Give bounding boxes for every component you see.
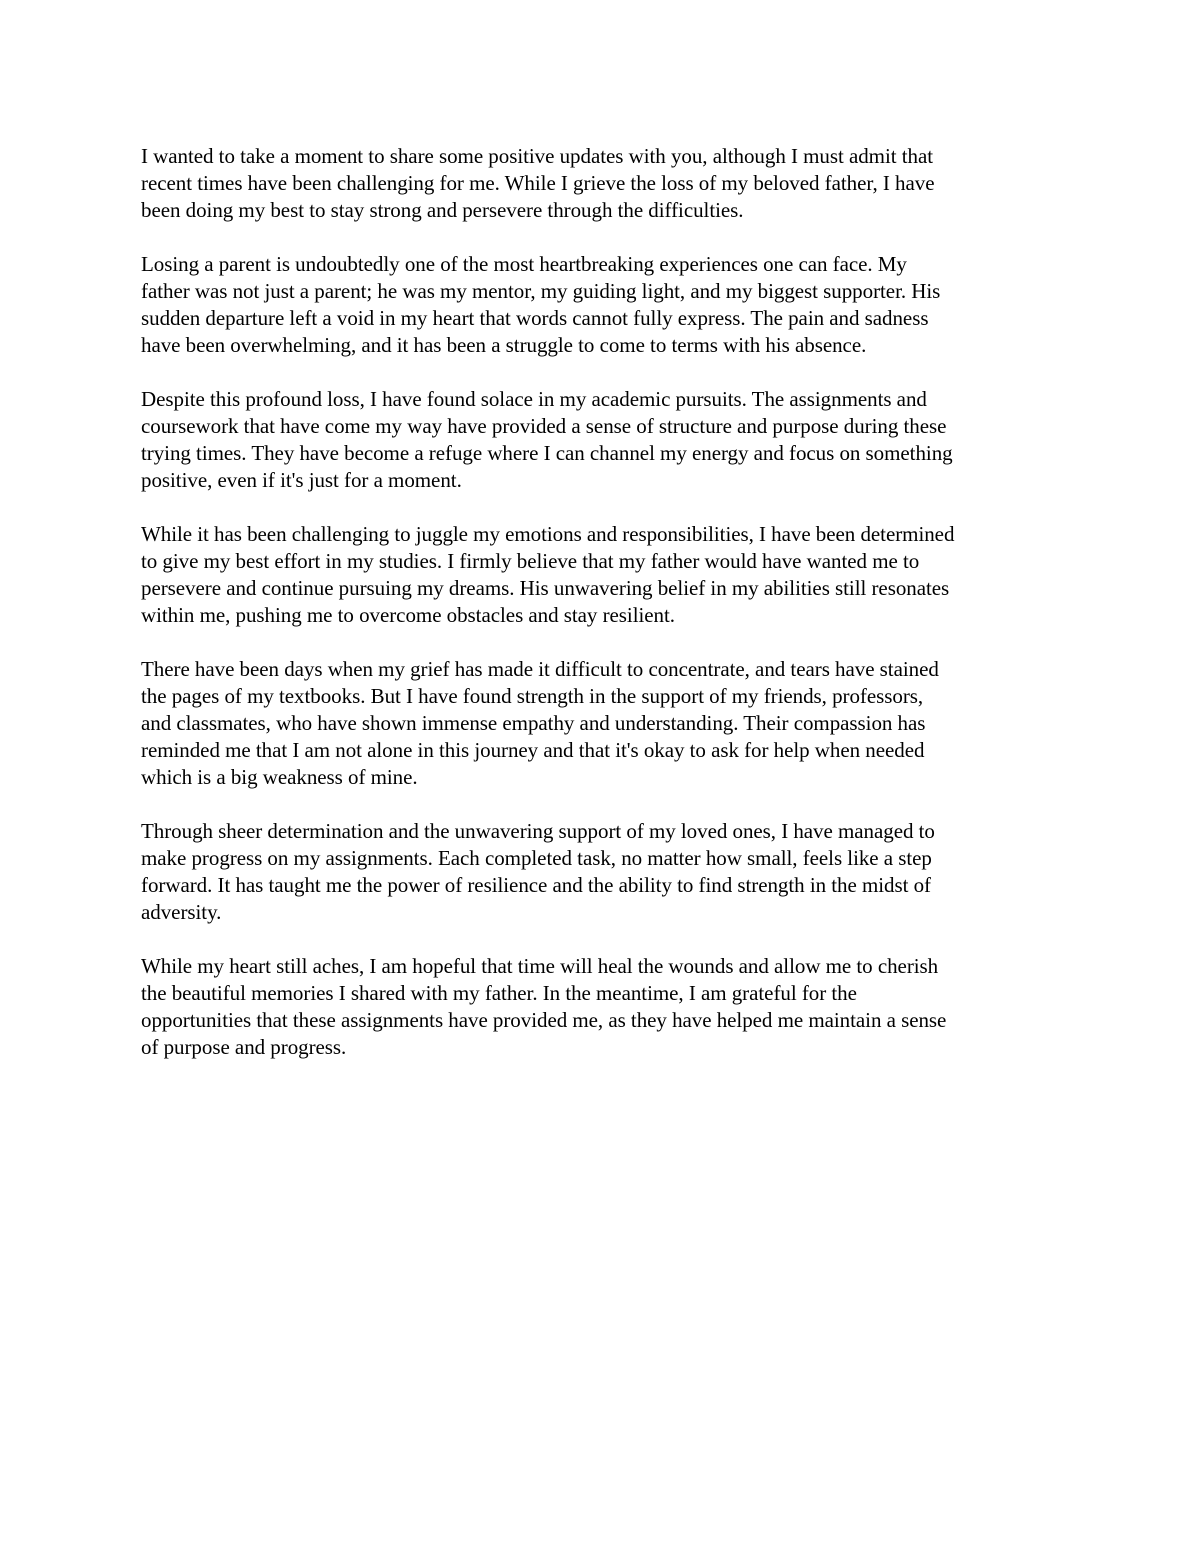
text-line: opportunities that these assignments have provided me, as they have helped me maintain a sense	[141, 1008, 947, 1032]
text-line: adversity.	[141, 900, 222, 924]
text-line: Through sheer determination and the unwavering support of my loved ones, I have managed to	[141, 819, 935, 843]
text-line: within me, pushing me to overcome obstacles and stay resilient.	[141, 603, 675, 627]
text-line: There have been days when my grief has made it difficult to concentrate, and tears have stained	[141, 657, 939, 681]
text-line: been doing my best to stay strong and persevere through the difficulties.	[141, 198, 744, 222]
paragraph-7	[141, 953, 1066, 1061]
text-line: the beautiful memories I shared with my father. In the meantime, I am grateful for the	[141, 981, 857, 1005]
text-line: Losing a parent is undoubtedly one of the most heartbreaking experiences one can face. My	[141, 252, 907, 276]
text-line: sudden departure left a void in my heart that words cannot fully express. The pain and sadness	[141, 306, 929, 330]
text-line: While it has been challenging to juggle my emotions and responsibilities, I have been determined	[141, 522, 955, 546]
text-line: to give my best effort in my studies. I firmly believe that my father would have wanted me to	[141, 549, 920, 573]
text-line: trying times. They have become a refuge where I can channel my energy and focus on something	[141, 441, 953, 465]
text-line: positive, even if it's just for a moment.	[141, 468, 462, 492]
paragraph-6	[141, 818, 1066, 926]
paragraph-1	[141, 143, 1066, 224]
text-line: and classmates, who have shown immense empathy and understanding. Their compassion has	[141, 711, 926, 735]
paragraph-2	[141, 251, 1066, 359]
text-line: I wanted to take a moment to share some positive updates with you, although I must admit that	[141, 144, 934, 168]
text-line: of purpose and progress.	[141, 1035, 347, 1059]
text-line: make progress on my assignments. Each completed task, no matter how small, feels like a step	[141, 846, 932, 870]
text-line: reminded me that I am not alone in this journey and that it's okay to ask for help when needed	[141, 738, 925, 762]
text-line: recent times have been challenging for me. While I grieve the loss of my beloved father, I have	[141, 171, 935, 195]
text-line: the pages of my textbooks. But I have found strength in the support of my friends, professors,	[141, 684, 924, 708]
text-line: Despite this profound loss, I have found solace in my academic pursuits. The assignments and	[141, 387, 927, 411]
document-body	[141, 143, 1066, 1088]
paragraph-5	[141, 656, 1066, 791]
text-line: While my heart still aches, I am hopeful that time will heal the wounds and allow me to cherish	[141, 954, 939, 978]
text-line: have been overwhelming, and it has been a struggle to come to terms with his absence.	[141, 333, 867, 357]
text-line: which is a big weakness of mine.	[141, 765, 418, 789]
text-line: forward. It has taught me the power of resilience and the ability to find strength in the midst of	[141, 873, 931, 897]
text-line: persevere and continue pursuing my dreams. His unwavering belief in my abilities still resonates	[141, 576, 950, 600]
paragraph-3	[141, 386, 1066, 494]
text-line: father was not just a parent; he was my mentor, my guiding light, and my biggest supporter. His	[141, 279, 941, 303]
paragraph-4	[141, 521, 1066, 629]
text-line: coursework that have come my way have provided a sense of structure and purpose during these	[141, 414, 947, 438]
